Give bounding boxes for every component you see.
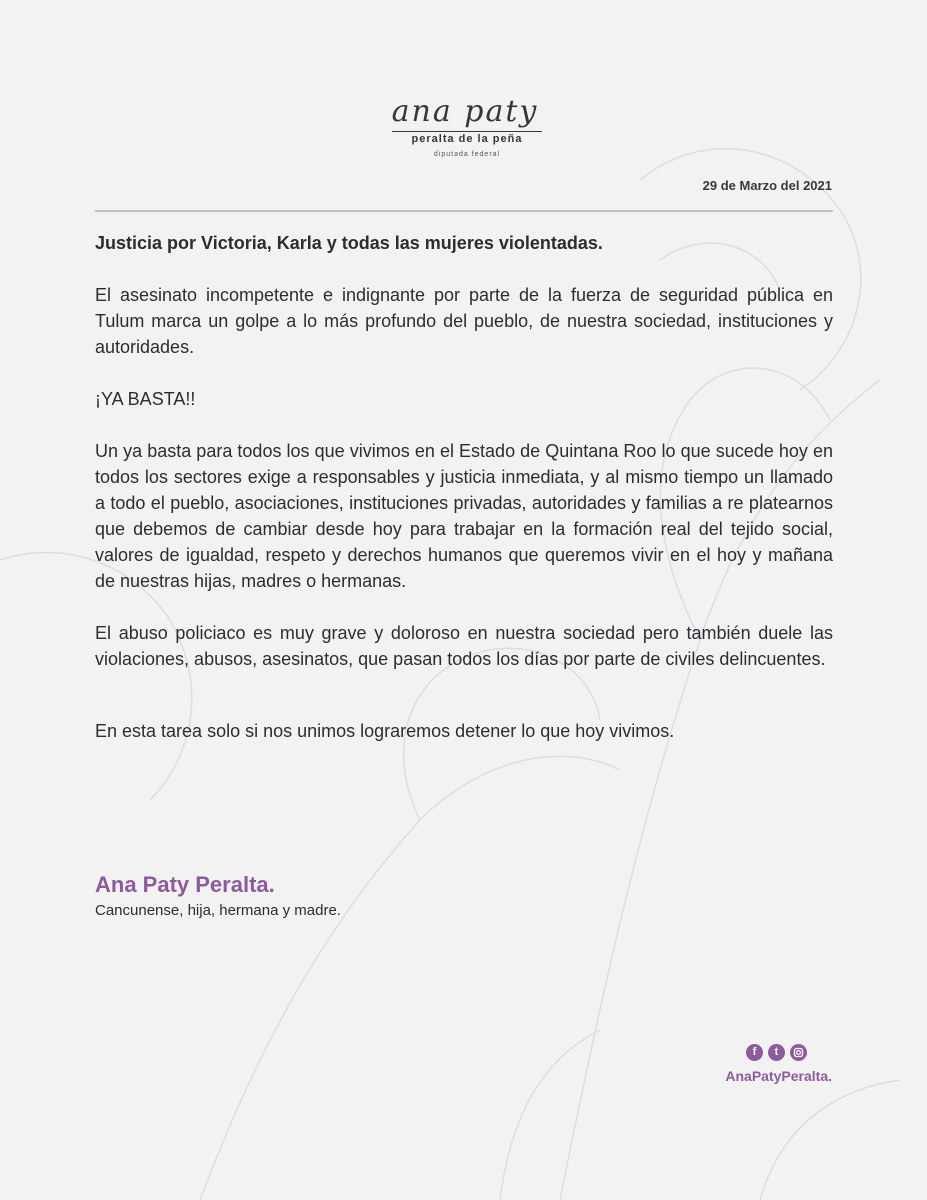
brand-logo bbox=[380, 95, 550, 175]
letter-title: Justicia por Victoria, Karla y todas las mujeres violentadas. bbox=[95, 233, 603, 253]
letter-body bbox=[95, 230, 833, 744]
logo-surname: peralta de la peña bbox=[392, 131, 542, 145]
paragraph-2: ¡YA BASTA!! bbox=[95, 389, 196, 409]
signature-name: Ana Paty Peralta. bbox=[95, 872, 275, 897]
social-handle[interactable]: AnaPatyPeralta. bbox=[725, 1068, 832, 1084]
paragraph-3: Un ya basta para todos los que vivimos en el Estado de Quintana Roo lo que sucede hoy en todos los sectores exige a responsables y justicia inmediata, y al mismo tiempo un llamado a todo el pueblo, asociaciones, instituciones privadas, autoridades y familias a re platearnos que debemos de cambiar desde hoy para trabajar en la formación real del tejido social, valores de igualdad, respeto y derechos humanos que queremos vivir en el hoy y mañana de nuestras hijas, madres o hermanas. bbox=[95, 441, 833, 591]
logo-role: diputada federal bbox=[433, 151, 501, 158]
header-divider bbox=[95, 210, 833, 212]
paragraph-5: En esta tarea solo si nos unimos lograremos detener lo que hoy vivimos. bbox=[95, 721, 675, 741]
social-icons bbox=[746, 1044, 810, 1064]
paragraph-4: El abuso policiaco es muy grave y doloroso en nuestra sociedad pero también duele las violaciones, abusos, asesinatos, que pasan todos los días por parte de civiles delincuentes. bbox=[95, 623, 833, 669]
instagram-icon[interactable] bbox=[790, 1044, 807, 1061]
paragraph-1: El asesinato incompetente e indignante por parte de la fuerza de seguridad pública en Tulum marca un golpe a lo más profundo del pueblo, de nuestra sociedad, instituciones y autoridades. bbox=[95, 285, 833, 357]
facebook-icon[interactable]: f bbox=[746, 1044, 763, 1061]
signature-subtitle: Cancunense, hija, hermana y madre. bbox=[95, 902, 341, 919]
logo-script-name: ana paty bbox=[391, 94, 539, 129]
letter-date: 29 de Marzo del 2021 bbox=[702, 178, 832, 193]
instagram-glyph bbox=[790, 1044, 807, 1061]
twitter-icon[interactable]: t bbox=[768, 1044, 785, 1061]
